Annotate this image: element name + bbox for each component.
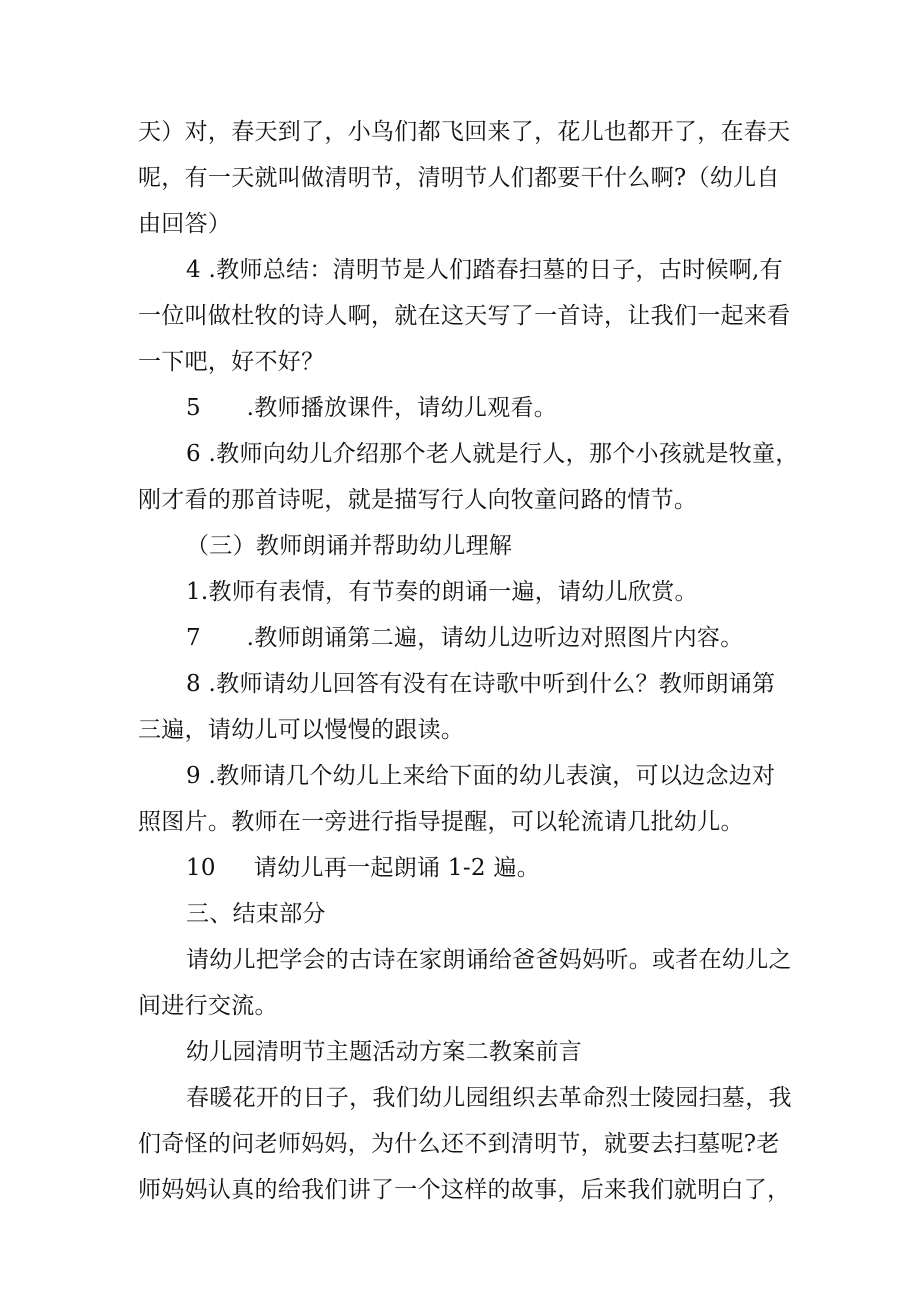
- paragraph-line: 三遍，请幼儿可以慢慢的跟读。: [138, 717, 465, 743]
- paragraph-line: 请幼儿把学会的古诗在家朗诵给爸爸妈妈听。或者在幼儿之: [186, 947, 792, 973]
- section-heading: 三、结束部分: [186, 901, 326, 927]
- paragraph-line: 1.教师有表情，有节奏的朗诵一遍，请幼儿欣赏。: [186, 579, 698, 605]
- paragraph-line: 5 .教师播放课件，请幼儿观看。: [186, 395, 558, 421]
- paragraph-line: 间进行交流。: [138, 993, 278, 1019]
- paragraph-line: 4 .教师总结：清明节是人们踏春扫墓的日子，古时候啊,有: [186, 257, 783, 283]
- paragraph-line: 9 .教师请几个幼儿上来给下面的幼儿表演，可以边念边对: [186, 763, 776, 789]
- paragraph-line: 们奇怪的问老师妈妈，为什么还不到清明节，就要去扫墓呢?老: [138, 1131, 780, 1157]
- paragraph-line: 6 .教师向幼儿介绍那个老人就是行人，那个小孩就是牧童，: [186, 441, 799, 467]
- paragraph-line: 一位叫做杜牧的诗人啊，就在这天写了一首诗，让我们一起来看: [138, 303, 791, 329]
- paragraph-line: 7 .教师朗诵第二遍，请幼儿边听边对照图片内容。: [186, 625, 744, 651]
- paragraph-line: 天）对，春天到了，小鸟们都飞回来了，花儿也都开了，在春天: [138, 119, 791, 145]
- section-heading: 幼儿园清明节主题活动方案二教案前言: [186, 1039, 583, 1065]
- paragraph-line: 由回答）: [138, 211, 232, 237]
- section-heading: （三）教师朗诵并帮助幼儿理解: [186, 533, 513, 559]
- paragraph-line: 春暖花开的日子，我们幼儿园组织去革命烈士陵园扫墓，我: [186, 1085, 792, 1111]
- paragraph-line: 照图片。教师在一旁进行指导提醒，可以轮流请几批幼儿。: [138, 809, 744, 835]
- paragraph-line: 10 请幼儿再一起朗诵 1-2 遍。: [186, 855, 541, 881]
- paragraph-line: 师妈妈认真的给我们讲了一个这样的故事，后来我们就明白了，: [138, 1177, 791, 1203]
- paragraph-line: 8 .教师请幼儿回答有没有在诗歌中听到什么？教师朗诵第: [186, 671, 776, 697]
- paragraph-line: 刚才看的那首诗呢，就是描写行人向牧童问路的情节。: [138, 487, 698, 513]
- paragraph-line: 呢，有一天就叫做清明节，清明节人们都要干什么啊?（幼儿自: [138, 165, 780, 191]
- paragraph-line: 一下吧，好不好？: [138, 349, 325, 375]
